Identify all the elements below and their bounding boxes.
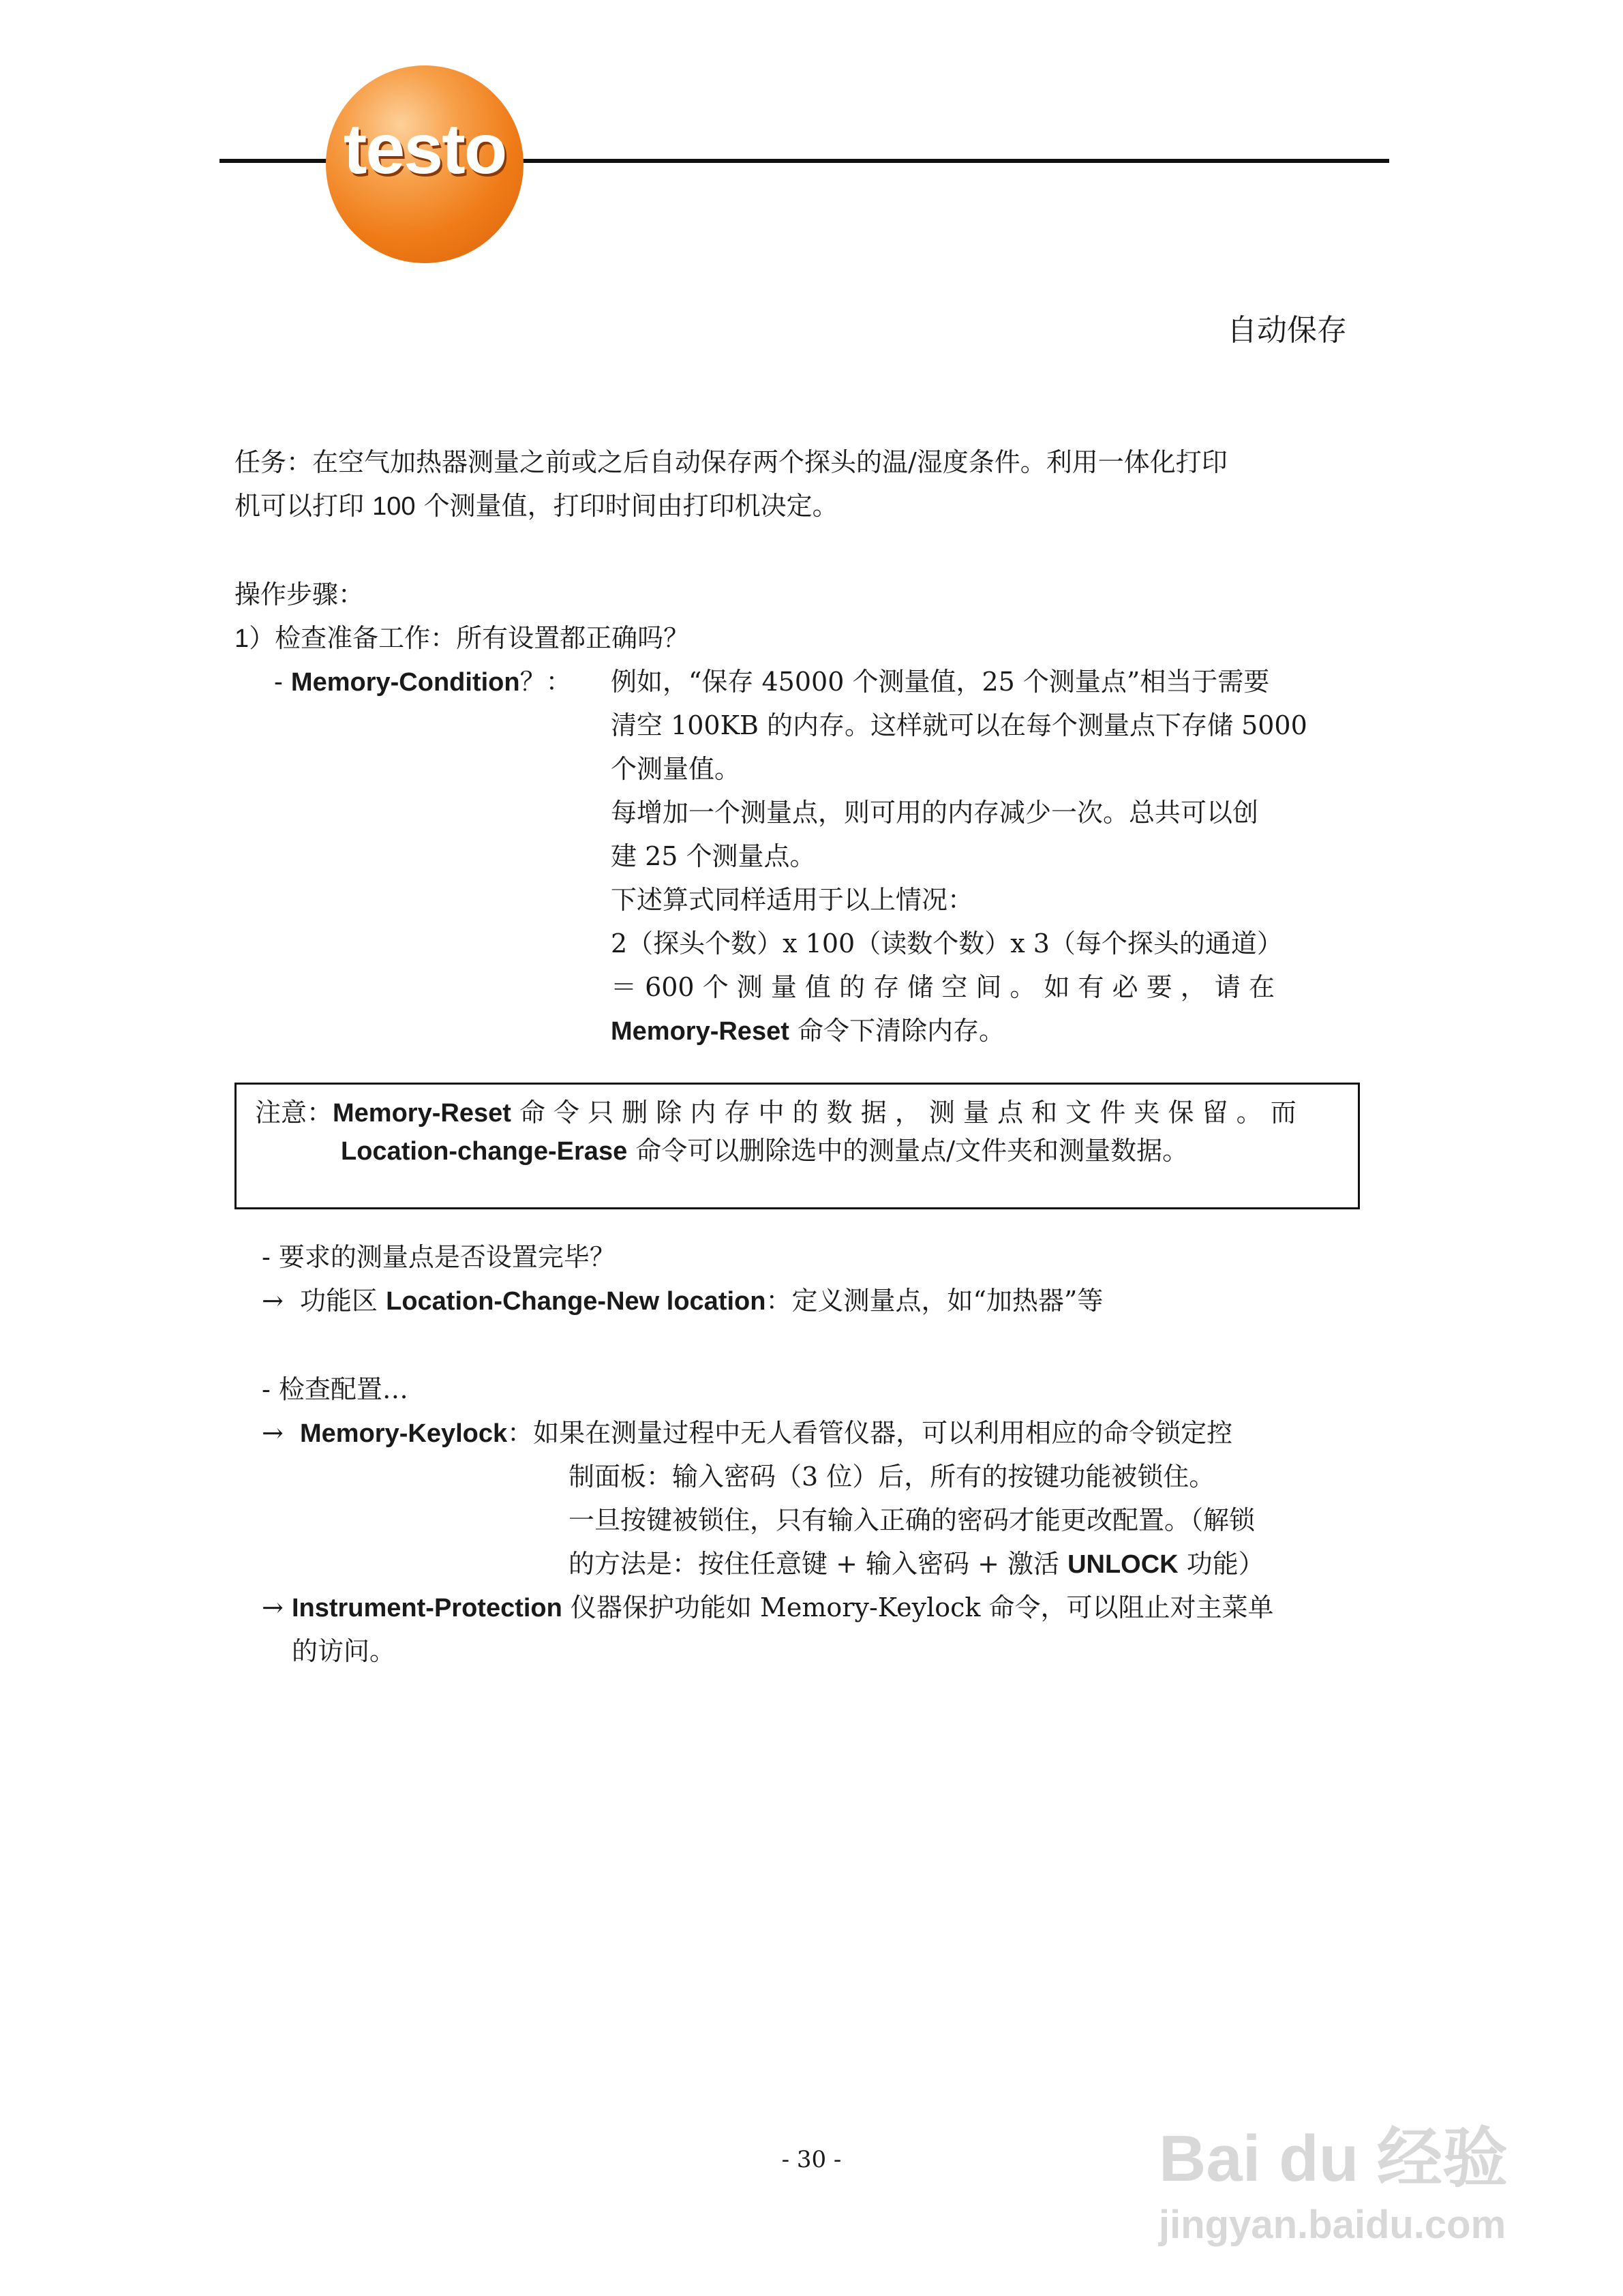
note-line-1-rest: 命 令 只 删 除 内 存 中 的 数 据 ， 测 量 点 和 文 件 夹 保 留 。 而 <box>511 1098 1296 1128</box>
step-1-text: 检查准备工作：所有设置都正确吗？ <box>275 623 690 653</box>
location-new-command: Location-Change-New location <box>386 1287 766 1316</box>
task-text-1: 任务：在空气加热器测量之前或之后自动保存两个探头的温/湿度条件。利用一体化打印 <box>234 447 1228 477</box>
unlock-keyword: UNLOCK <box>1067 1550 1179 1579</box>
mc-line-5: 下述算式同样适用于以上情况： <box>611 885 974 915</box>
protect-line-2: 的访问。 <box>292 1636 396 1666</box>
note-label: 注意： <box>255 1098 333 1128</box>
keylock-line-2: 一旦按键被锁住，只有输入正确的密码才能更改配置。（解锁 <box>568 1505 1256 1535</box>
memory-condition-command: Memory-Condition <box>290 668 520 697</box>
arrow-icon: → <box>262 1418 284 1448</box>
instrument-protection-command: Instrument-Protection <box>291 1594 562 1622</box>
mc-line-7: ＝ 600 个 测 量 值 的 存 储 空 间 。 如 有 必 要 ， 请 在 <box>611 972 1275 1002</box>
baidu-watermark: Bai du 经验 <box>1159 2122 1508 2195</box>
note-erase-command: Location-change-Erase <box>341 1137 628 1166</box>
keylock-line-3 <box>568 1542 1264 1586</box>
protect-line-1 <box>262 1586 1274 1630</box>
memory-condition-label-line <box>274 660 572 704</box>
mc-line-8 <box>611 1009 1005 1053</box>
note-line-2-rest: 命令可以删除选中的测量点/文件夹和测量数据。 <box>627 1136 1189 1166</box>
keylock-line-1: 制面板：输入密码（3 位）后，所有的按键功能被锁住。 <box>568 1462 1215 1492</box>
locations-prefix: 功能区 <box>300 1286 386 1316</box>
locations-rest: ：定义测量点，如“加热器”等 <box>765 1286 1104 1316</box>
mc-last-rest: 命令下清除内存。 <box>789 1016 1005 1046</box>
page-number: - 30 - <box>781 2146 842 2173</box>
page-title: 自动保存 <box>1227 313 1347 348</box>
arrow-icon: → <box>262 1286 284 1316</box>
memory-reset-command: Memory-Reset <box>611 1017 789 1046</box>
task-line-2 <box>234 484 838 528</box>
task-text-2b: 个测量值，打印时间由打印机决定。 <box>415 491 838 521</box>
steps-heading: 操作步骤： <box>234 579 365 609</box>
mc-line-3: 每增加一个测量点，则可用的内存减少一次。总共可以创 <box>611 798 1259 828</box>
locations-question: - 要求的测量点是否设置完毕？ <box>262 1242 616 1272</box>
task-line-1 <box>234 440 1228 484</box>
dash: - <box>274 667 291 697</box>
arrow-icon: → <box>262 1592 284 1622</box>
keylock-text-0: ：如果在测量过程中无人看管仪器，可以利用相应的命令锁定控 <box>507 1418 1233 1448</box>
note-reset-command: Memory-Reset <box>333 1099 511 1128</box>
note-line-2 <box>341 1129 1188 1173</box>
task-number: 100 <box>372 492 416 521</box>
mc-line-1: 清空 100KB 的内存。这样就可以在每个测量点下存储 5000 <box>611 710 1307 740</box>
header-rule-right <box>521 159 1389 163</box>
baidu-watermark-url: jingyan.baidu.com <box>1159 2203 1506 2247</box>
mc-separator: ？： <box>519 667 572 697</box>
config-check: - 检查配置… <box>262 1374 408 1404</box>
step-1 <box>234 616 689 661</box>
protect-rest: 仪器保护功能如 Memory-Keylock 命令，可以阻止对主菜单 <box>562 1592 1274 1622</box>
header-rule-left <box>219 159 329 163</box>
keylock-text-3: 的方法是：按住任意键 + 输入密码 + 激活 <box>568 1549 1068 1579</box>
task-text-2a: 机可以打印 <box>234 491 373 521</box>
keylock-line-0 <box>262 1411 1232 1455</box>
logo-text: testo <box>343 110 506 189</box>
unlock-rest: 功能） <box>1178 1549 1264 1579</box>
mc-line-6: 2（探头个数）x 100（读数个数）x 3（每个探头的通道） <box>611 928 1283 958</box>
mc-line-0: 例如，“保存 45000 个测量值，25 个测量点”相当于需要 <box>611 667 1270 697</box>
step-1-number: 1） <box>234 624 275 653</box>
mc-line-2: 个测量值。 <box>611 754 741 784</box>
locations-line <box>262 1279 1103 1323</box>
memory-keylock-command: Memory-Keylock <box>300 1419 508 1448</box>
mc-line-4: 建 25 个测量点。 <box>611 841 816 871</box>
